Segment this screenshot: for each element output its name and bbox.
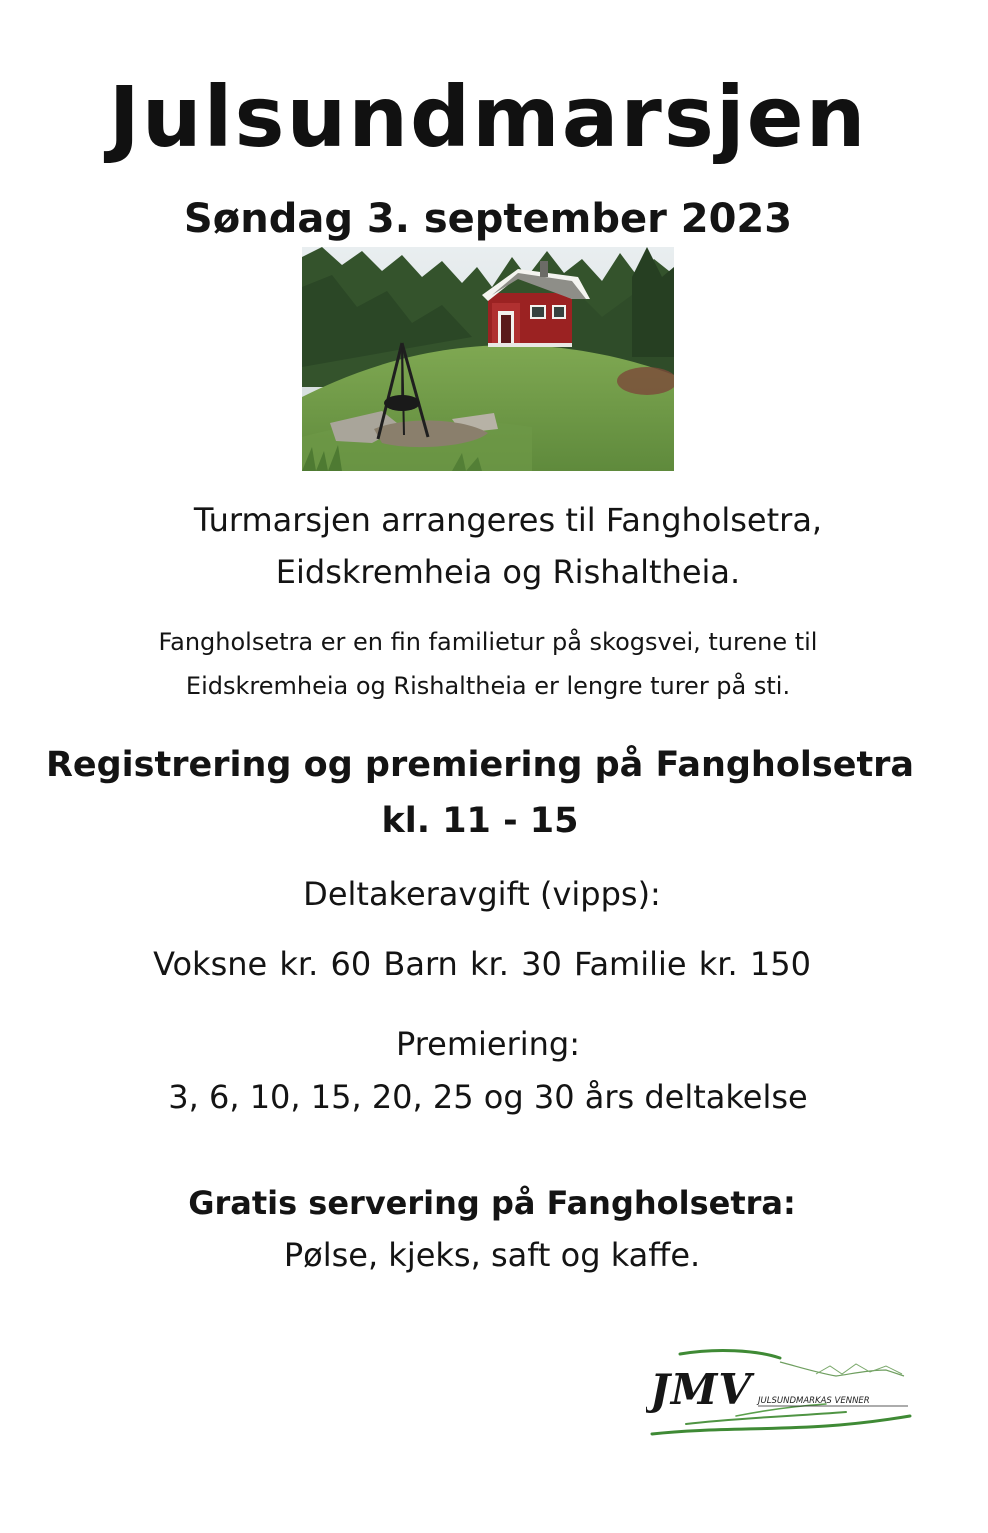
- serving-items: Pølse, kjeks, saft og kaffe.: [283, 1236, 701, 1274]
- prize-years: 3, 6, 10, 15, 20, 25 og 30 års deltakelse: [168, 1078, 808, 1116]
- description-line-2: Eidskremheia og Rishaltheia er lengre turer på sti.: [185, 672, 791, 700]
- logo-name: JULSUNDMARKAS VENNER: [758, 1396, 870, 1406]
- serving-label: Gratis servering på Fangholsetra:: [188, 1184, 796, 1222]
- intro-line-2: Eidskremheia og Rishaltheia.: [275, 553, 741, 591]
- red-cabin-photo: [302, 247, 674, 471]
- jmv-logo: [646, 1346, 916, 1446]
- event-date: Søndag 3. september 2023: [183, 196, 793, 242]
- logo-initials: JMV: [650, 1365, 752, 1414]
- fee-prices: Voksne kr. 60 Barn kr. 30 Familie kr. 150: [153, 945, 811, 983]
- description-line-1: Fangholsetra er en fin familietur på skogsvei, turene til: [158, 628, 818, 656]
- intro-line-1: Turmarsjen arrangeres til Fangholsetra,: [193, 501, 823, 539]
- registration-heading: Registrering og premiering på Fangholsetra: [45, 745, 915, 785]
- prize-label: Premiering:: [395, 1025, 581, 1063]
- fee-label: Deltakeravgift (vipps):: [303, 875, 661, 913]
- registration-time: kl. 11 - 15: [381, 801, 579, 841]
- poster-title: Julsundmarsjen: [108, 68, 868, 166]
